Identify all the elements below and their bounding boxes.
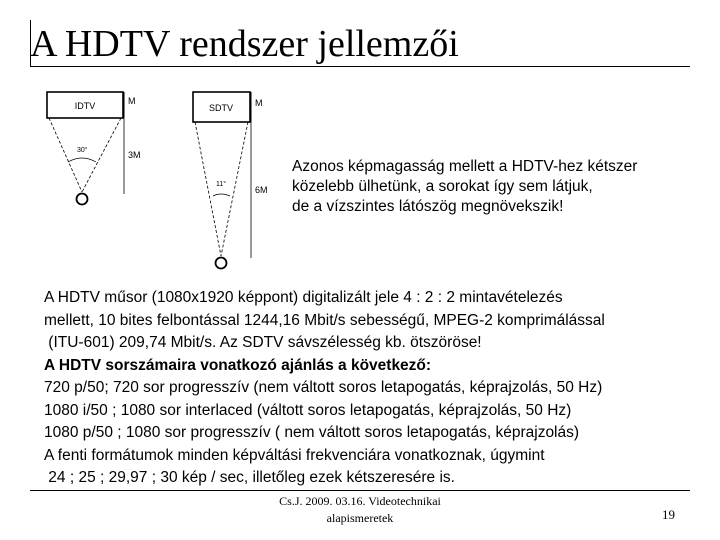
- footer-credit-line: alapismeretek: [326, 511, 394, 525]
- viewing-distance-diagram: [40, 86, 280, 276]
- body-line: 720 p/50; 720 sor progresszív (nem váltott soros letapogatás, képrajzolás, 50 Hz): [44, 379, 603, 396]
- sdtv-view-line-left: [195, 122, 221, 256]
- body-line: 1080 p/50 ; 1080 sor progresszív ( nem váltott soros letapogatás, képrajzolás): [44, 424, 580, 441]
- body-line: 24 ; 25 ; 29,97 ; 30 kép / sec, illetőleg ezek kétszeresére is.: [44, 469, 455, 486]
- body-line: 1080 i/50 ; 1080 sor interlaced (váltott soros letapogatás, képrajzolás, 50 Hz): [44, 401, 572, 419]
- body-line: mellett, 10 bites felbontással 1244,16 Mbit/s sebességű, MPEG-2 komprimálással: [44, 311, 605, 329]
- sdtv-height-label: M: [255, 98, 263, 108]
- body-line: (ITU-601) 209,74 Mbit/s. Az SDTV sávszélesség kb. ötszöröse!: [44, 334, 482, 351]
- body-text: [44, 287, 714, 490]
- sdtv-angle-arc: [213, 194, 230, 196]
- caption-line: de a vízszintes látószög megnövekszik!: [292, 198, 564, 215]
- hdtv-view-line-right: [82, 118, 121, 192]
- sdtv-viewer-eye: [216, 258, 227, 269]
- footer-credit: [0, 493, 720, 527]
- title-underline: [30, 66, 690, 67]
- page-number: 19: [662, 507, 675, 522]
- hdtv-angle-label: 30°: [77, 147, 88, 154]
- hdtv-viewer-eye: [77, 194, 88, 205]
- hdtv-screen-label: IDTV: [74, 101, 96, 111]
- sdtv-diagram: [193, 92, 268, 269]
- caption-line: Azonos képmagasság mellett a HDTV-hez kétszer: [292, 158, 638, 175]
- body-line: A HDTV műsor (1080x1920 képpont) digitalizált jele 4 : 2 : 2 mintavételezés: [44, 289, 563, 306]
- sdtv-distance-label: 6M: [255, 185, 268, 195]
- hdtv-diagram: [47, 92, 141, 205]
- caption-line: közelebb ülhetünk, a sorokat így sem látjuk,: [292, 178, 593, 195]
- diagram-caption: [292, 157, 692, 217]
- footer-credit-line: Cs.J. 2009. 03.16. Videotechnikai: [279, 494, 441, 508]
- sdtv-screen-label: SDTV: [208, 103, 234, 113]
- body-line: A fenti formátumok minden képváltási frekvenciára vonatkoznak, úgymint: [44, 446, 545, 464]
- page-title: A HDTV rendszer jellemzői: [30, 23, 459, 65]
- sdtv-view-line-right: [221, 122, 248, 256]
- sdtv-angle-label: 11°: [216, 181, 227, 188]
- hdtv-view-line-left: [49, 118, 82, 192]
- footer-divider: [30, 490, 690, 491]
- hdtv-distance-label: 3M: [128, 150, 141, 160]
- hdtv-height-label: M: [128, 96, 136, 106]
- hdtv-angle-arc: [68, 158, 96, 162]
- body-heading: A HDTV sorszámaira vonatkozó ajánlás a következő:: [44, 356, 432, 374]
